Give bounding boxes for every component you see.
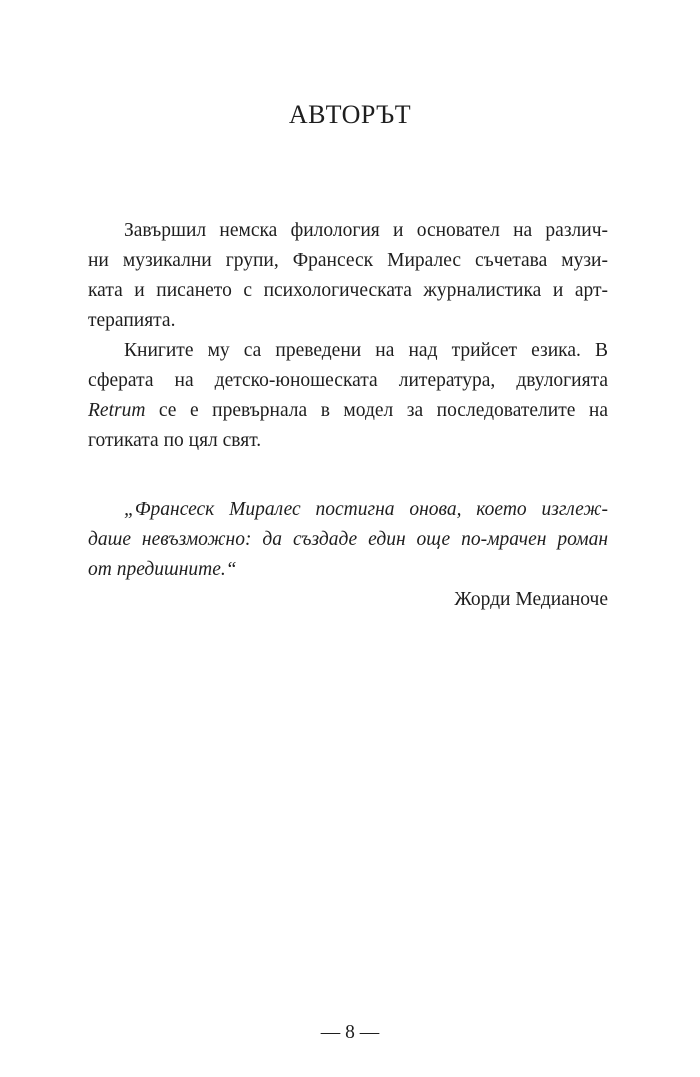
- bio-paragraph-1: [88, 216, 608, 336]
- text-line: ни музикални групи, Франсеск Миралес съчетава музи-: [88, 250, 608, 271]
- page-number: — 8 —: [320, 1022, 380, 1043]
- book-title-retrum: Retrum: [88, 400, 146, 421]
- quote-attribution: Жорди Медианоче: [454, 589, 608, 610]
- text-fragment: се е превърнала в модел за последователите на: [145, 400, 608, 421]
- text-line: Завършил немска филология и основател на различ-: [124, 220, 608, 241]
- quote-line: от предишните.“: [88, 559, 237, 580]
- page-title: АВТОРЪТ: [288, 100, 412, 129]
- bio-paragraph-2: [88, 336, 608, 456]
- review-quote: [88, 495, 608, 615]
- quote-line: даше невъзможно: да създаде един още по-мрачен роман: [88, 529, 608, 550]
- text-line: терапията.: [88, 310, 176, 331]
- text-line: Книгите му са преведени на над трийсет езика. В: [124, 340, 608, 361]
- text-line: [88, 396, 608, 426]
- text-line: готиката по цял свят.: [88, 430, 262, 451]
- text-line: сферата на детско-юношеската литература, двулогията: [88, 370, 608, 391]
- text-line: ката и писането с психологическата журналистика и арт-: [88, 280, 608, 301]
- author-bio: [88, 216, 608, 456]
- quote-line: „Франсеск Миралес постигна онова, което изглеж-: [124, 499, 608, 520]
